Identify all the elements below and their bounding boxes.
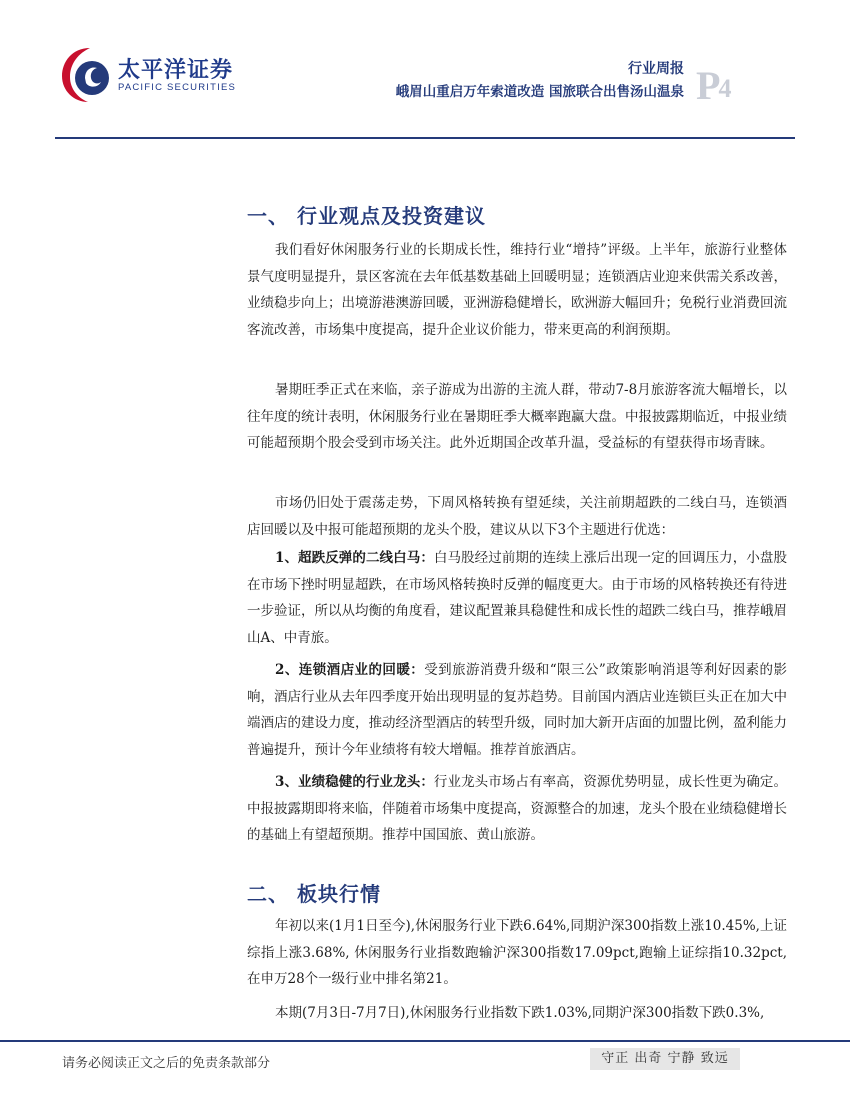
paragraph-summer-season: 暑期旺季正式在来临，亲子游成为出游的主流人群，带动7-8月旅游客流大幅增长，以往年度的统计表明，休闲服务行业在暑期旺季大概率跑赢大盘。中报披露期临近，中报业绩可能超预期个股会受到市场关注。此外近期国企改革升温，受益标的有望获得市场青睐。 [247,382,787,451]
theme-3-text: 行业龙头市场占有率高，资源优势明显，成长性更为确定。中报披露期即将来临，伴随着市场集中度提高，资源整合的加速，龙头个股在业绩稳健增长的基础上有望超预期。推荐中国国旅、黄山旅游。 [247,774,787,843]
logo-chinese-name: 太平洋证券 [118,58,234,83]
paragraph-industry-view: 我们看好休闲服务行业的长期成长性，维持行业“增持”评级。上半年，旅游行业整体景气度明显提升，景区客流在去年低基数基础上回暖明显；连锁酒店业迎来供需关系改善，业绩稳步向上；出境游港澳游回暖，亚洲游稳健增长，欧洲游大幅回升；免税行业消费回流客流改善，市场集中度提高，提升企业议价能力，带来更高的利润预期。 [247,242,787,338]
section-heading-2: 二、 板块行情 [247,882,381,906]
theme-3-label: 3、业绩稳健的行业龙头： [275,774,434,790]
paragraph-weekly-performance: 本期(7月3日-7月7日),休闲服务行业指数下跌1.03%,同期沪深300指数下跌0.3%, [275,1005,765,1021]
theme-3-paragraph [247,769,787,849]
pacific-securities-logo-icon [60,44,112,104]
theme-1-text: 白马股经过前期的连续上涨后出现一定的回调压力，小盘股在市场下挫时明显超跌，在市场风格转换时反弹的幅度更大。由于市场的风格转换还有待进一步验证，所以从均衡的角度看，建议配置兼具稳健性和成长性的超跌二线白马，推荐峨眉山A、中青旅。 [247,550,787,646]
page-letter: P [696,63,719,108]
page-number: 4 [718,74,730,103]
logo-english-name: PACIFIC SECURITIES [118,82,237,93]
footer-motto: 守正 出奇 宁静 致远 [590,1048,740,1070]
theme-1-label: 1、超跌反弹的二线白马： [275,550,434,566]
report-type: 行业周报 [628,61,684,77]
paragraph-ytd-performance: 年初以来(1月1日至今),休闲服务行业下跌6.64%,同期沪深300指数上涨10.45%,上证综指上涨3.68%, 休闲服务行业指数跑输沪深300指数17.09pct,跑输上证综指10.32pct, 在申万28个一级行业中排名第21。 [247,918,787,987]
report-title: 峨眉山重启万年索道改造 国旅联合出售汤山温泉 [395,84,684,100]
company-logo [60,44,260,106]
theme-2-text: 受到旅游消费升级和“限三公”政策影响消退等利好因素的影响，酒店行业从去年四季度开始出现明显的复苏趋势。目前国内酒店业连锁巨头正在加大中端酒店的建设力度，推动经济型酒店的转型升级，同时加大新开店面的加盟比例，盈利能力普遍提升，预计今年业绩将有较大增幅。推荐首旅酒店。 [247,662,787,758]
header-divider [55,137,795,139]
section-heading-1: 一、 行业观点及投资建议 [247,204,486,228]
footer-divider [0,1040,850,1042]
paragraph-market-trend: 市场仍旧处于震荡走势，下周风格转换有望延续，关注前期超跌的二线白马，连锁酒店回暖以及中报可能超预期的龙头个股，建议从以下3个主题进行优选： [247,495,787,538]
page-indicator [696,62,729,109]
theme-1-paragraph [247,545,787,651]
theme-2-label: 2、连锁酒店业的回暖： [275,662,425,678]
theme-2-paragraph [247,657,787,763]
footer-disclaimer: 请务必阅读正文之后的免责条款部分 [62,1056,271,1071]
